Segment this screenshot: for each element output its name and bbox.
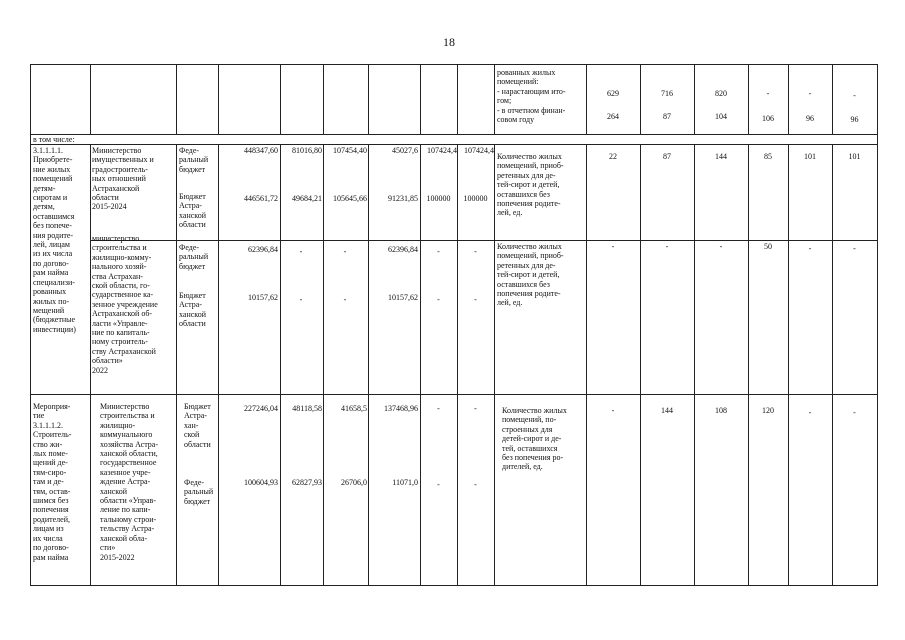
indicator-text: Количество жилых помещений, по- строенных для детей-сирот и де- тей, оставшихся без попечения ро- дителей, ед. xyxy=(502,406,567,472)
col-line xyxy=(90,144,91,586)
top-indicator-text: рованных жилых помещений: - нарастающим ито- гом; - в отчетном финан- совом году xyxy=(497,68,566,125)
row-divider-including xyxy=(30,144,878,145)
funding-value: 10157,62 xyxy=(388,293,418,302)
col-line xyxy=(748,64,749,134)
target-value: 85 xyxy=(764,152,772,161)
col-line xyxy=(420,144,421,586)
table-bottom-border xyxy=(30,585,878,586)
col-line xyxy=(788,144,789,586)
funding-value: - xyxy=(474,480,477,489)
row-number-text: Мероприя- тие 3.1.1.1.2. Строитель- ство жи- лых поме- щений де- тям-сиро- там и де- тям, остав- шимся без попечения родителей, лицам из их числа по догово- рам найма xyxy=(33,402,72,562)
funding-value: - xyxy=(437,247,440,256)
page-number: 18 xyxy=(443,35,455,49)
table-top-border xyxy=(30,64,878,65)
top-cumulative-value: 716 xyxy=(661,89,673,98)
top-cumulative-value: - xyxy=(808,89,812,98)
col-line xyxy=(218,144,219,586)
target-value: - xyxy=(665,242,669,251)
col-line xyxy=(586,144,587,586)
top-cumulative-value: 629 xyxy=(607,89,619,98)
funding-value: - xyxy=(437,295,440,304)
funding-source-name: Бюджет Астра- ханской области xyxy=(179,291,207,329)
target-value: - xyxy=(853,244,856,253)
executor-text: министерство строительства и жилищно-комму- нального хозяй- ства Астрахан- ской области, го- сударственное ка- зенное учреждение Астраханской об- ласти «Управле- ние по капиталь- ному строитель- ству Астраханской области» 2022 xyxy=(92,234,158,375)
funding-value: - xyxy=(343,247,347,256)
col-line xyxy=(694,64,695,134)
funding-value: 49684,21 xyxy=(292,194,322,203)
funding-value: 81016,80 xyxy=(292,146,322,155)
col-line xyxy=(494,144,495,586)
funding-value: 100604,93 xyxy=(244,478,278,487)
program-table xyxy=(30,64,878,586)
target-value: 87 xyxy=(663,152,671,161)
col-line xyxy=(218,64,219,134)
row-divider-row2 xyxy=(30,394,878,395)
executor-text: Министерство строительства и жилищно- коммунального хозяйства Астра- ханской области, государственное казенное учре- ждение Астра- ханской области «Управ- ление по капи- тальному строи- тельству Астра- ханской обла- сти» 2015-2022 xyxy=(100,402,159,562)
target-value: 50 xyxy=(764,242,772,251)
row-number-text: 3.1.1.1.1. Приобрете- ние жилых помещений детям- сиротам и детям, оставшимся без попече- ния родите- лей, лицам из их числа по догово- рам найма специализи- рованных жилых по- мещений (бюджетные инвестиции) xyxy=(33,146,76,334)
funding-source-name: Бюджет Астра- ханской области xyxy=(179,192,207,230)
col-line xyxy=(748,144,749,586)
target-value: - xyxy=(719,242,723,251)
top-cumulative-value: - xyxy=(766,89,770,98)
col-line xyxy=(832,144,833,586)
funding-value: 45027,6 xyxy=(392,146,418,155)
funding-value: 137468,96 xyxy=(384,404,418,413)
col-line xyxy=(640,64,641,134)
col-line xyxy=(457,144,458,586)
col-line xyxy=(30,64,31,586)
col-line xyxy=(368,64,369,134)
top-reporting-value: 87 xyxy=(663,112,671,121)
target-value: 108 xyxy=(715,406,727,415)
funding-value: 26706,0 xyxy=(341,478,367,487)
funding-source-name: Бюджет Астра- хан- ской области xyxy=(184,402,211,449)
funding-value: 11071,0 xyxy=(392,478,418,487)
funding-value: 62396,84 xyxy=(248,245,278,254)
funding-source-name: Феде- ральный бюджет xyxy=(179,243,209,271)
funding-value: - xyxy=(299,247,303,256)
funding-value: - xyxy=(299,295,303,304)
top-cumulative-value: 820 xyxy=(715,89,727,98)
top-reporting-value: 96 xyxy=(850,115,859,124)
executor-text: Министерство имущественных и градостроитель- ных отношений Астраханской области 2015-2024 xyxy=(92,146,154,212)
funding-value: 48118,58 xyxy=(292,404,322,413)
target-value: - xyxy=(808,408,812,417)
funding-value: 41658,5 xyxy=(341,404,367,413)
funding-value: 446561,72 xyxy=(244,194,278,203)
funding-value: 107454,40 xyxy=(333,146,367,155)
funding-value: - xyxy=(474,247,477,256)
funding-source-name: Феде- ральный бюджет xyxy=(184,478,214,506)
target-value: 144 xyxy=(715,152,727,161)
funding-source-name: Феде- ральный бюджет xyxy=(179,146,209,174)
funding-value: 10157,62 xyxy=(248,293,278,302)
funding-value: 100000 xyxy=(463,194,488,203)
col-line xyxy=(788,64,789,134)
top-reporting-value: 264 xyxy=(607,112,619,121)
col-line xyxy=(368,144,369,586)
target-value: - xyxy=(853,408,856,417)
funding-value: 62396,84 xyxy=(388,245,418,254)
target-value: 101 xyxy=(804,152,816,161)
funding-value: 107424,4 xyxy=(427,146,457,155)
row-divider-top xyxy=(30,134,878,135)
funding-value: - xyxy=(437,480,440,489)
indicator-text: Количество жилых помещений, приоб- ретенных для де- тей-сирот и детей, оставшихся без попечения родите- лей, ед. xyxy=(497,242,564,308)
funding-value: 100000 xyxy=(426,194,451,203)
col-line xyxy=(640,144,641,586)
col-line xyxy=(420,64,421,134)
target-value: - xyxy=(611,406,615,415)
top-reporting-value: 104 xyxy=(715,112,727,121)
target-value: 144 xyxy=(661,406,673,415)
funding-value: - xyxy=(474,404,477,413)
col-line xyxy=(280,64,281,134)
target-value: - xyxy=(808,244,812,253)
including-label: в том числе: xyxy=(33,135,75,144)
col-line xyxy=(586,64,587,134)
top-cumulative-value: - xyxy=(853,91,856,100)
col-line xyxy=(694,144,695,586)
funding-value: - xyxy=(437,404,440,413)
funding-value: - xyxy=(474,295,477,304)
row-divider-subblock xyxy=(90,240,878,241)
indicator-text: Количество жилых помещений, приоб- ретенных для де- тей-сирот и детей, оставшихся без попечения родите- лей, ед. xyxy=(497,152,564,218)
funding-value: 62827,93 xyxy=(292,478,322,487)
target-value: 120 xyxy=(762,406,774,415)
funding-value: - xyxy=(343,295,347,304)
col-line xyxy=(323,144,324,586)
funding-value: 105645,66 xyxy=(333,194,367,203)
col-line xyxy=(877,64,878,586)
funding-value: 227246,04 xyxy=(244,404,278,413)
target-value: - xyxy=(611,242,615,251)
funding-value: 91231,85 xyxy=(388,194,418,203)
col-line xyxy=(323,64,324,134)
col-line xyxy=(280,144,281,586)
col-line xyxy=(494,64,495,134)
top-reporting-value: 96 xyxy=(806,114,814,123)
target-value: 22 xyxy=(609,152,617,161)
funding-value: 448347,60 xyxy=(244,146,278,155)
col-line xyxy=(457,64,458,134)
col-line xyxy=(90,64,91,134)
top-reporting-value: 106 xyxy=(762,114,774,123)
target-value: 101 xyxy=(848,152,861,161)
col-line xyxy=(176,144,177,586)
col-line xyxy=(176,64,177,134)
funding-value: 107424,4 xyxy=(464,146,494,155)
